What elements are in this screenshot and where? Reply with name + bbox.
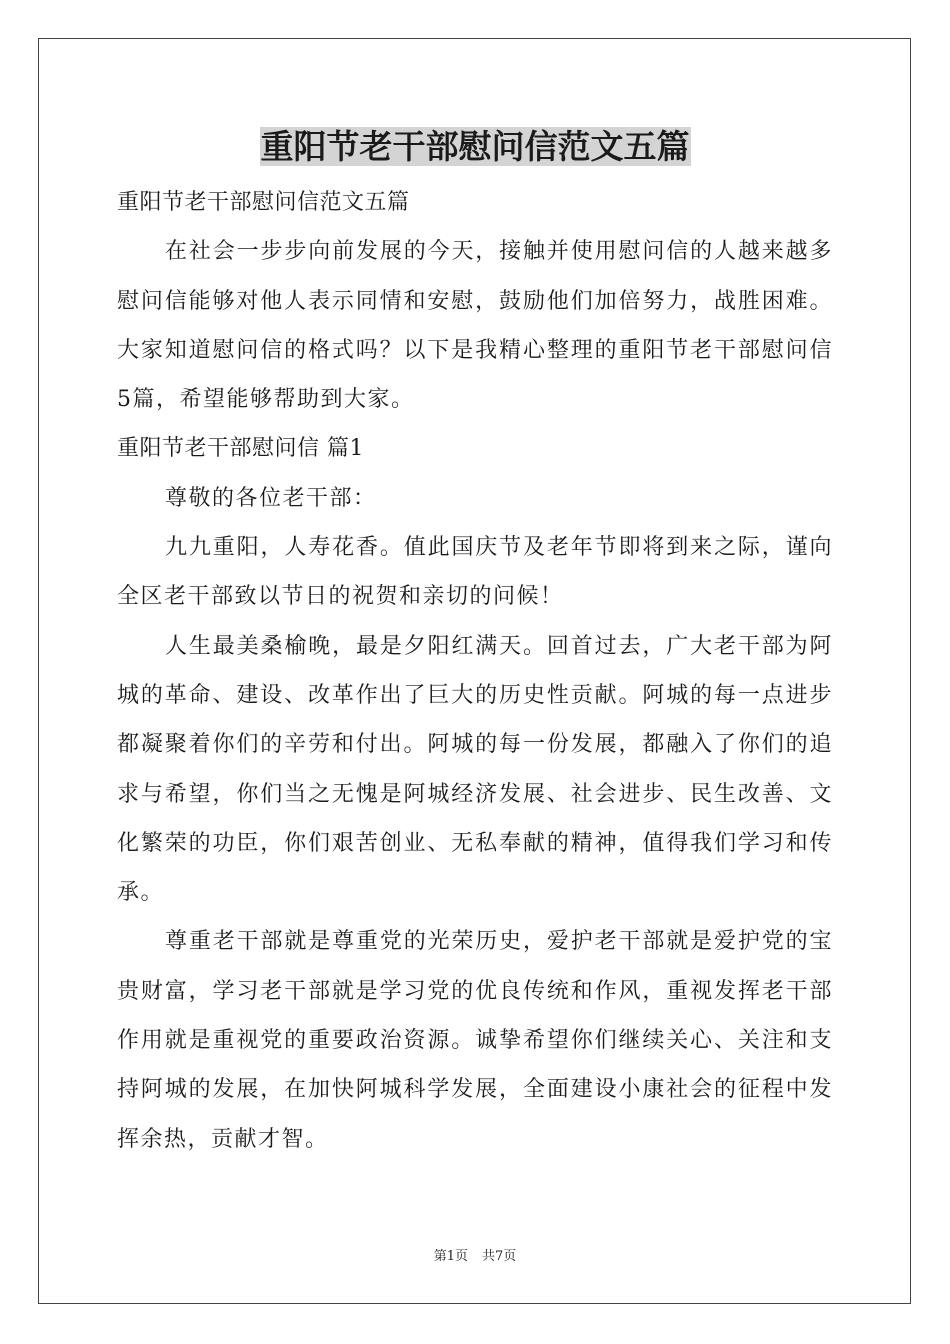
current-page-number: 第1页 [433, 1249, 468, 1264]
document-title [0, 124, 950, 170]
paragraph-greeting: 九九重阳，人寿花香。值此国庆节及老年节即将到来之际，谨向全区老干部致以节日的祝贺和亲切的问候！ [117, 535, 833, 610]
page-footer [0, 1248, 950, 1266]
document-body [117, 178, 833, 1164]
document-title-text: 重阳节老干部慰问信范文五篇 [260, 127, 690, 166]
total-page-count: 共7页 [482, 1249, 517, 1264]
section-heading: 重阳节老干部慰问信 篇1 [117, 436, 364, 462]
paragraph-subtitle: 重阳节老干部慰问信范文五篇 [117, 190, 410, 215]
paragraph-body-2: 尊重老干部就是尊重党的光荣历史，爱护老干部就是爱护党的宝贵财富，学习老干部就是学习党的优良传统和作风，重视发挥老干部作用就是重视党的重要政治资源。诚挚希望你们继续关心、关注和支持阿城的发展，在加快阿城科学发展，全面建设小康社会的征程中发挥余热，贡献才智。 [117, 929, 833, 1152]
paragraph-intro: 在社会一步步向前发展的今天，接触并使用慰问信的人越来越多慰问信能够对他人表示同情和安慰，鼓励他们加倍努力，战胜困难。大家知道慰问信的格式吗？以下是我精心整理的重阳节老干部慰问信5篇，希望能够帮助到大家。 [117, 239, 833, 413]
paragraph-body-1: 人生最美桑榆晚，最是夕阳红满天。回首过去，广大老干部为阿城的革命、建设、改革作出了巨大的历史性贡献。阿城的每一点进步都凝聚着你们的辛劳和付出。阿城的每一份发展，都融入了你们的追求与希望，你们当之无愧是阿城经济发展、社会进步、民生改善、文化繁荣的功臣，你们艰苦创业、无私奉献的精神，值得我们学习和传承。 [117, 633, 833, 906]
paragraph-salutation: 尊敬的各位老干部： [165, 485, 377, 511]
